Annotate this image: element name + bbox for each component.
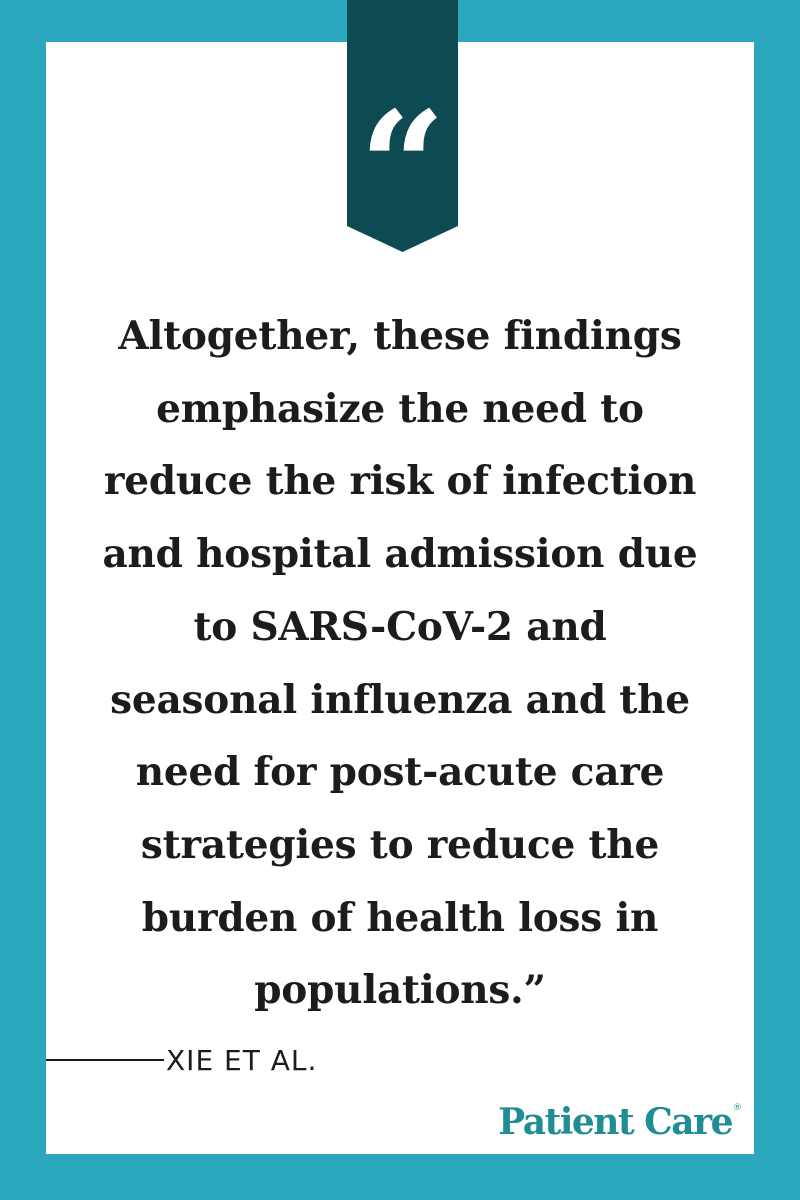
quote-line: seasonal influenza and the xyxy=(110,676,690,723)
quote-line: and hospital admission due xyxy=(102,531,698,578)
quote-card xyxy=(46,42,754,1154)
attribution-text: XIE ET AL. xyxy=(166,1043,318,1077)
quote-line: burden of health loss in xyxy=(141,894,659,941)
bookmark-ribbon-icon xyxy=(347,0,458,255)
attribution xyxy=(46,1040,317,1080)
brand-name: Patient Care xyxy=(498,1101,732,1143)
quote-line: emphasize the need to xyxy=(156,385,644,432)
quote-line: reduce the risk of infection xyxy=(103,458,697,505)
quote-line: to SARS-CoV-2 and xyxy=(193,603,607,650)
attribution-dash xyxy=(46,1059,164,1061)
quote-line: need for post-acute care xyxy=(135,749,665,796)
quote-line: strategies to reduce the xyxy=(140,821,660,868)
quote-text xyxy=(70,300,730,1027)
open-quote-icon: “ xyxy=(359,79,446,255)
brand-logo xyxy=(498,1101,742,1143)
quote-line: populations.” xyxy=(254,967,546,1014)
registered-mark: ® xyxy=(733,1103,742,1113)
quote-line: Altogether, these findings xyxy=(118,313,682,359)
